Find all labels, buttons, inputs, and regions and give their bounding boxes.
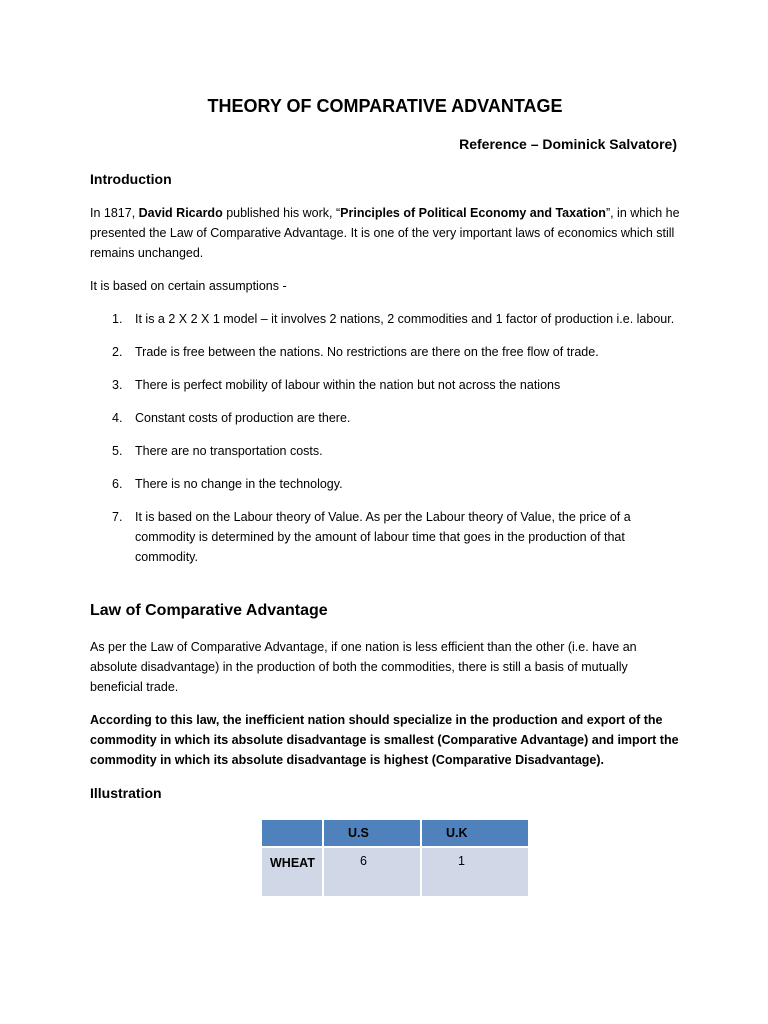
reference-line: Reference – Dominick Salvatore) bbox=[459, 136, 677, 152]
author-name: David Ricardo bbox=[138, 206, 223, 220]
introduction-paragraph bbox=[90, 203, 680, 263]
illustration-heading: Illustration bbox=[90, 785, 162, 801]
list-item-text: There is perfect mobility of labour within the nation but not across the nations bbox=[135, 378, 561, 392]
intro-text-prefix: In 1817, bbox=[90, 206, 139, 220]
table-row-label: WHEAT bbox=[262, 848, 322, 896]
assumptions-list bbox=[90, 309, 680, 580]
table-cell-uk: 1 bbox=[422, 848, 528, 896]
assumptions-intro: It is based on certain assumptions - bbox=[90, 279, 287, 293]
law-heading: Law of Comparative Advantage bbox=[90, 602, 328, 619]
list-item-number: 2. bbox=[112, 345, 123, 359]
list-item bbox=[90, 309, 680, 329]
table-header-us: U.S bbox=[324, 820, 420, 846]
list-item bbox=[90, 474, 680, 494]
list-item bbox=[90, 342, 680, 362]
list-item-text: It is based on the Labour theory of Value. As per the Labour theory of Value, the price of a commodity is determined by the amount of labour time that goes in the production of that commodity. bbox=[135, 510, 631, 564]
law-paragraph: As per the Law of Comparative Advantage, if one nation is less efficient than the other (i.e. have an absolute disadvantage) in the production of both the commodities, there is still a basis of mutually beneficial trade. bbox=[90, 640, 637, 694]
list-item-text: Constant costs of production are there. bbox=[135, 411, 351, 425]
table-cell-us: 6 bbox=[324, 848, 420, 896]
list-item-number: 1. bbox=[112, 312, 123, 326]
list-item-number: 3. bbox=[112, 378, 123, 392]
list-item-text: There are no transportation costs. bbox=[135, 444, 323, 458]
list-item-text: Trade is free between the nations. No restrictions are there on the free flow of trade. bbox=[135, 345, 599, 359]
table-header-row bbox=[262, 820, 528, 846]
table-row bbox=[262, 848, 528, 896]
document-title: THEORY OF COMPARATIVE ADVANTAGE bbox=[207, 96, 563, 116]
introduction-heading: Introduction bbox=[90, 171, 172, 187]
list-item bbox=[90, 375, 680, 395]
table-header-empty bbox=[262, 820, 322, 846]
list-item-number: 6. bbox=[112, 477, 123, 491]
list-item-text: It is a 2 X 2 X 1 model – it involves 2 nations, 2 commodities and 1 factor of production i.e. labour. bbox=[135, 312, 675, 326]
law-emphasis-paragraph: According to this law, the inefficient nation should specialize in the production and export of the commodity in which its absolute disadvantage is smallest (Comparative Advantage) and import the commodity in which its absolute disadvantage is highest (Comparative Disadvantage). bbox=[90, 713, 679, 767]
illustration-table bbox=[260, 818, 530, 898]
list-item-text: There is no change in the technology. bbox=[135, 477, 343, 491]
work-title: Principles of Political Economy and Taxation bbox=[340, 206, 606, 220]
list-item bbox=[90, 441, 680, 461]
intro-text-mid: published his work, “ bbox=[222, 206, 341, 220]
list-item bbox=[90, 408, 680, 428]
list-item-number: 5. bbox=[112, 444, 123, 458]
list-item-number: 7. bbox=[112, 510, 123, 524]
list-item-number: 4. bbox=[112, 411, 123, 425]
table-header-uk: U.K bbox=[422, 820, 528, 846]
list-item bbox=[90, 507, 680, 567]
intro-text-suffix: ”, in which he presented the Law of Comparative Advantage. It is one of the very important laws of economics which still remains unchanged. bbox=[90, 206, 680, 260]
